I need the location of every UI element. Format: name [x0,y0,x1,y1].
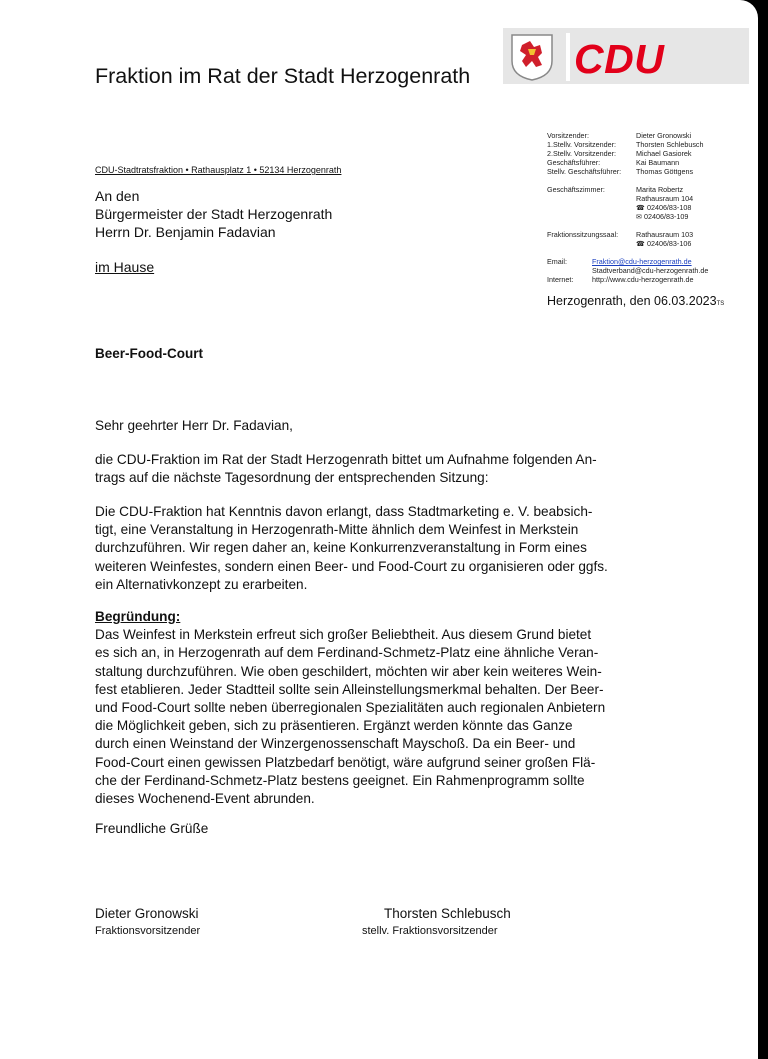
info-label: 2.Stellv. Vorsitzender: [547,149,616,158]
recipient-line: An den [95,188,140,204]
signature-name: Dieter Gronowski [95,906,199,921]
paragraph-line: Die CDU-Fraktion hat Kenntnis davon erlangt, dass Stadtmarketing e. V. beabsich- [95,504,593,519]
letter-subject: Beer-Food-Court [95,346,203,361]
paragraph-line: trags auf die nächste Tagesordnung der entsprechenden Sitzung: [95,470,489,486]
session-phone: ☎ 02406/83-106 [636,239,692,248]
recipient-in-house: im Hause [95,259,155,275]
internet-url: http://www.cdu-herzogenrath.de [592,275,694,284]
email-label: Email: [547,257,567,266]
info-value: Thorsten Schlebusch [636,140,704,149]
cdu-logo: CDU [574,36,665,82]
office-fax: ✉ 02406/83-109 [636,212,689,221]
paragraph-line: durch einen Weinstand der Winzergenossenschaft Mayschoß. Da ein Beer- und [95,736,576,752]
info-label: Vorsitzender: [547,131,589,140]
paragraph-line: es sich an, in Herzogenrath auf dem Ferdinand-Schmetz-Platz eine ähnliche Veran- [95,645,599,661]
letterhead-title: Fraktion im Rat der Stadt Herzogenrath [95,64,471,88]
signature-name: Thorsten Schlebusch [384,906,511,921]
session-label: Fraktionssitzungssaal: [547,230,619,239]
closing: Freundliche Grüße [95,821,209,836]
screen-edge [758,0,768,1059]
info-value: Michael Gasiorek [636,149,692,158]
signature-role: stellv. Fraktionsvorsitzender [362,925,498,937]
office-line: Rathausraum 104 [636,194,694,203]
office-line: Marita Robertz [636,185,684,194]
paragraph-reason [95,608,675,808]
date-text: Herzogenrath, den 06.03.2023 [547,294,717,308]
internet-label: Internet: [547,275,574,284]
paragraph-line: Food-Court einen gewissen Platzbedarf benötigt, wäre aufgrund seiner großen Flä- [95,754,596,770]
email-link[interactable]: Fraktion@cdu-herzogenrath.de [592,257,692,266]
recipient-line: Bürgermeister der Stadt Herzogenrath [95,206,333,222]
paragraph-proposal [95,503,675,594]
paragraph-line: und Food-Court sollte neben überregionalen Spezialitäten auch regionalen Anbietern [95,700,606,716]
paragraph-line: weiteren Weinfestes, sondern einen Beer- und Food-Court zu organisieren oder ggfs. [95,558,608,574]
signature-role: Fraktionsvorsitzender [95,925,201,937]
logo-divider [566,33,570,81]
info-value: Dieter Gronowski [636,131,692,140]
info-value: Kai Baumann [636,158,680,167]
info-label: Stellv. Geschäftsführer: [547,167,622,176]
paragraph-line: tigt, eine Veranstaltung in Herzogenrath-Mitte ähnlich dem Weinfest in Merkstein [95,522,579,538]
date-suffix: TS [716,301,725,307]
recipient-line: Herrn Dr. Benjamin Fadavian [95,224,276,240]
coat-of-arms-icon [510,33,554,81]
salutation: Sehr geehrter Herr Dr. Fadavian, [95,418,293,433]
reason-heading: Begründung: [95,609,181,624]
session-line: Rathausraum 103 [636,230,694,239]
paragraph-request [95,451,675,487]
office-phone: ☎ 02406/83-108 [636,203,692,212]
info-label: Geschäftsführer: [547,158,601,167]
paragraph-line: Das Weinfest in Merkstein erfreut sich großer Beliebtheit. Aus diesem Grund bietet [95,627,592,643]
paragraph-line: ein Alternativkonzept zu erarbeiten. [95,576,308,592]
paragraph-line: staltung durchzuführen. Wie oben geschildert, möchten wir aber kein weiteres Wein- [95,663,602,679]
paragraph-line: die CDU-Fraktion im Rat der Stadt Herzogenrath bittet um Aufnahme folgenden An- [95,452,597,467]
paragraph-line: che der Ferdinand-Schmetz-Platz bestens geeignet. Ein Rahmenprogramm sollte [95,772,585,788]
info-value: Thomas Göttgens [636,167,694,176]
paragraph-line: durchzuführen. Wir regen daher an, keine Konkurrenzveranstaltung in Form eines [95,540,587,556]
paragraph-line: fest etablieren. Jeder Stadtteil sollte sein Alleinstellungsmerkmal behalten. Der Beer- [95,681,604,697]
paragraph-line: dieses Wochenend-Event abrunden. [95,791,315,807]
letter-date [547,294,724,308]
info-label: 1.Stellv. Vorsitzender: [547,140,616,149]
office-label: Geschäftszimmer: [547,185,605,194]
sender-address-line: CDU-Stadtratsfraktion • Rathausplatz 1 • 52134 Herzogenrath [95,165,342,175]
email-secondary: Stadtverband@cdu-herzogenrath.de [592,266,709,275]
paragraph-line: die Möglichkeit geben, sich zu präsentieren. Ergänzt werden könnte das Ganze [95,718,573,734]
